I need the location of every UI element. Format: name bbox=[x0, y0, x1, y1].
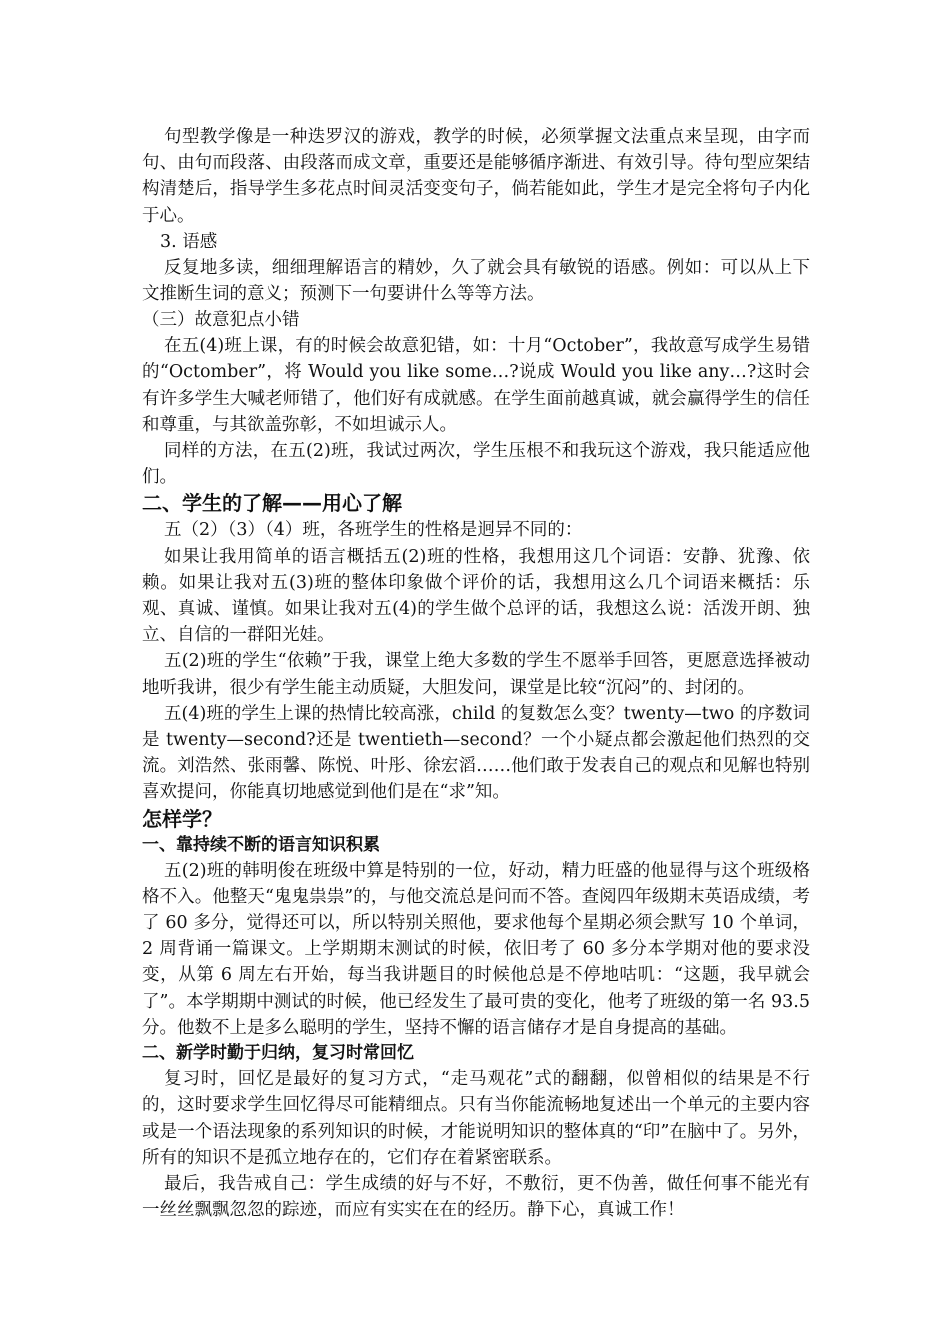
heading-continuous-accumulation: 一、靠持续不断的语言知识积累 bbox=[142, 834, 380, 855]
subheading-deliberate-mistakes: （三）故意犯点小错 bbox=[142, 310, 300, 331]
paragraph-class-personalities: 五（2）（3）（4）班，各班学生的性格是迥异不同的： bbox=[164, 520, 583, 541]
subheading-language-sense: 3. 语感 bbox=[160, 231, 218, 252]
paragraph-class-5-2-method: 同样的方法，在五(2)班，我试过两次，学生压根不和我玩这个游戏，我只能适应他们。 bbox=[142, 441, 810, 488]
heading-understanding-students: 二、学生的了解——用心了解 bbox=[142, 491, 402, 516]
paragraph-reading: 反复地多读，细细理解语言的精妙，久了就会具有敏锐的语感。例如：可以从上下文推断生词的意义；预测下一句要讲什么等等方法。 bbox=[142, 257, 810, 305]
document-body bbox=[142, 124, 810, 1223]
paragraph-class-5-4-enthusiasm: 五(4)班的学生上课的热情比较高涨，child 的复数怎么变？twenty—two 的序数词是 twenty—second?还是 twentieth—second？一个小疑点都会激起他们热烈的交流。刘浩然、张雨馨、陈悦、叶彤、徐宏滔……他们敢于发表自己的观点和见解也特别喜欢提问，你能真切地感觉到他们是在“求”知。 bbox=[142, 703, 810, 803]
paragraph-review-recall: 复习时，回忆是最好的复习方式，“走马观花”式的翻翻，似曾相似的结果是不行的，这时要求学生回忆得尽可能精细点。只有当你能流畅地复述出一个单元的主要内容或是一个语法现象的系列知识的时候，才能说明知识的整体真的“印”在脑中了。另外，所有的知识不是孤立地存在的，它们存在着紧密联系。 bbox=[142, 1069, 810, 1168]
heading-summarize-review: 二、新学时勤于归纳，复习时常回忆 bbox=[142, 1043, 414, 1064]
paragraph-class-5-2-dependence: 五(2)班的学生“依赖”于我，课堂上绝大多数的学生不愿举手回答，更愿意选择被动地听我讲，很少有学生能主动质疑，大胆发问，课堂是比较“沉闷”的、封闭的。 bbox=[142, 651, 810, 698]
heading-how-to-learn: 怎样学？ bbox=[142, 806, 222, 831]
paragraph-class-5-4-mistakes: 在五(4)班上课，有的时候会故意犯错，如：十月“October”，我故意写成学生易错的“Octomber”，将 Would you like some…?说成 Would you like any…?这时会有许多学生大喊老师错了，他们好有成就感。在学生面前越真诚，就会赢得学生的信任和尊重，与其欲盖弥彰，不如坦诚示人。 bbox=[142, 336, 810, 435]
paragraph-han-mingjun: 五(2)班的韩明俊在班级中算是特别的一位，好动，精力旺盛的他显得与这个班级格格不入。他整天“鬼鬼祟祟”的，与他交流总是问而不答。查阅四年级期末英语成绩，考了 60 多分，觉得还可以，所以特别关照他，要求他每个星期必须会默写 10 个单词，2 周背诵一篇课文。上学期期末测试的时候，依旧考了 60 多分本学期对他的要求没变，从第 6 周左右开始，每当我讲题目的时候他总是不停地咕叽：“这题，我早就会了”。本学期期中测试的时候，他已经发生了最可贵的变化，他考了班级的第一名 93.5 分。他数不上是多么聪明的学生，坚持不懈的语言储存才是自身提高的基础。 bbox=[142, 860, 810, 1038]
paragraph-conclusion: 最后，我告戒自己：学生成绩的好与不好，不敷衍，更不伪善，做任何事不能光有一丝丝飘飘忽忽的踪迹，而应有实实在在的经历。静下心，真诚工作！ bbox=[142, 1173, 810, 1221]
paragraph-sentence-teaching: 句型教学像是一种迭罗汉的游戏，教学的时候，必须掌握文法重点来呈现，由字而句、由句而段落、由段落而成文章，重要还是能够循序渐进、有效引导。待句型应架结构清楚后，指导学生多花点时间灵活变变句子，倘若能如此，学生才是完全将句子内化于心。 bbox=[142, 127, 810, 226]
paragraph-class-summaries: 如果让我用简单的语言概括五(2)班的性格，我想用这几个词语：安静、犹豫、依赖。如果让我对五(3)班的整体印象做个评价的话，我想用这么几个词语来概括：乐观、真诚、谨慎。如果让我对五(4)的学生做个总评的话，我想这么说：活泼开朗、独立、自信的一群阳光娃。 bbox=[142, 546, 810, 646]
